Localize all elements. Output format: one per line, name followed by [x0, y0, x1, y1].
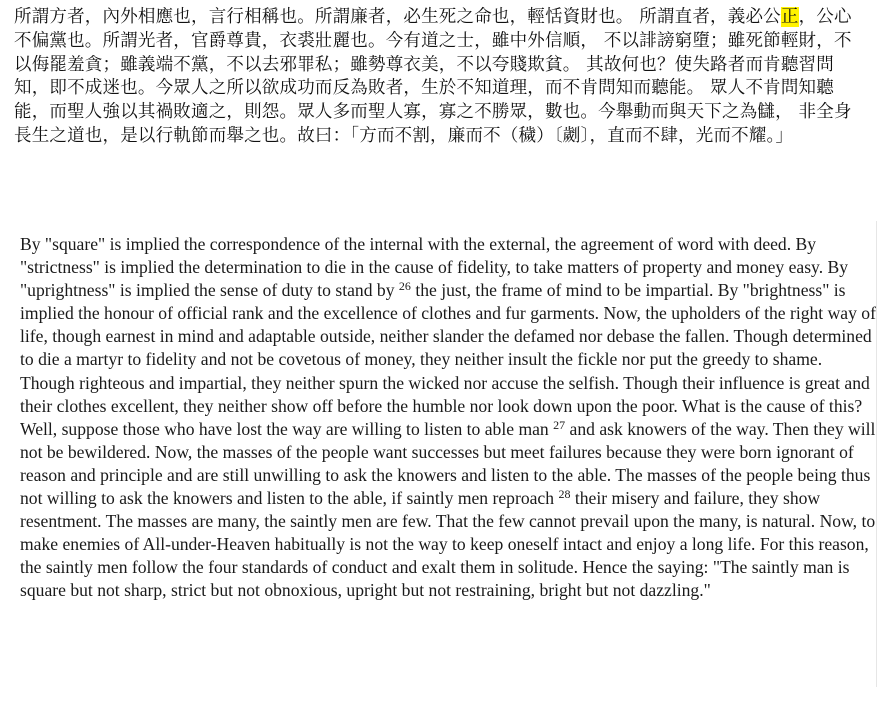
translation-segment-2: the just, the frame of mind to be impartial. By "brightness" is implied the honour of official rank and the excellence of clothes and fur garments. Now, the upholders of the right way of life, though earnest in mind and adaptable outside, neither slander the defamed nor debase the fallen. Though determined to die a martyr to fidelity and not be covetous of money, they neither insult the fickle nor put the greedy to shame. Though righteous and impartial, they neither spurn the wicked nor accuse the selfish. Though their influence is great and their clothes excellent, they neither show off before the humble nor look down upon the poor. What is the cause of this? Well, suppose those who have lost the way are willing to listen to able man [20, 280, 876, 439]
english-translation-text [20, 233, 878, 603]
translation-segment-4: their misery and failure, they show resentment. The masses are many, the saintly men are few. That the few cannot prevail upon the many, is natural. Now, to make enemies of All-under-Heaven habitually is not the way to keep oneself intact and enjoy a long life. For this reason, the saintly men follow the four standards of conduct and exalt them in solitude. Hence the saying: "The saintly man is square but not sharp, strict but not obnoxious, upright but not restraining, bright but not dazzling." [20, 488, 876, 601]
footnote-marker-26[interactable]: 26 [398, 279, 411, 294]
chinese-text-part-1: 所謂方者，內外相應也，言行相稱也。所謂廉者，必生死之命也，輕恬資財也。 所謂直者，義必公 [14, 7, 781, 27]
chinese-original-text [14, 6, 869, 149]
footnote-marker-28[interactable]: 28 [558, 487, 571, 502]
chinese-text-part-2: ，公心不偏黨也。所謂光者，官爵尊貴，衣裘壯麗也。今有道之士，雖中外信順， 不以誹謗窮墮；雖死節輕財，不以侮罷羞貪；雖義端不黨，不以去邪罪私；雖勢尊衣美，不以夸賤欺貧。 其故何也？使失路者而肯聽習問知，即不成迷也。今眾人之所以欲成功而反為敗者，生於不知道理，而不肯問知而聽能。 眾人不肯問知聽能，而聖人強以其禍敗適之，則怨。眾人多而聖人寡，寡之不勝眾，數也。今舉動而與天下之為讎， 非全身長生之道也，是以行軌節而舉之也。故曰：「方而不割，廉而不（穢）〔劌〕，直而不肆，光而不耀。」 [14, 7, 852, 146]
highlighted-character: 正 [780, 7, 799, 27]
translation-segment-3: and ask knowers of the way. Then they will not be bewildered. Now, the masses of the people want successes but meet failures because they were born ignorant of reason and principle and are still unwilling to ask the knowers and listen to the able. The masses of the people being thus not willing to ask the knowers and listen to the able, if saintly men reproach [20, 418, 876, 509]
translation-segment-1: By "square" is implied the correspondence of the internal with the external, the agreement of word with deed. By "strictness" is implied the determination to die in the cause of fidelity, to take matters of property and money easy. By "uprightness" is implied the sense of duty to stand by [20, 234, 849, 301]
footnote-marker-27[interactable]: 27 [553, 417, 566, 432]
